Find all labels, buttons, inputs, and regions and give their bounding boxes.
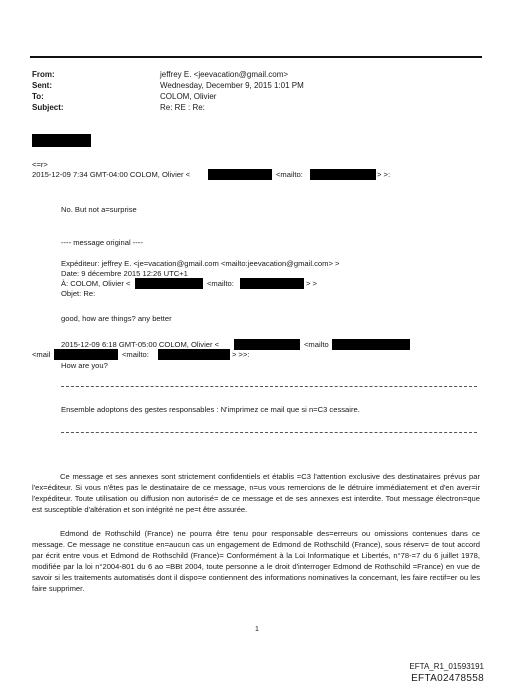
disclaimer-paragraph-2: Edmond de Rothschild (France) ne pourra être tenu pour responsable des=erreurs ou omissions contenues dans ce message. Ce message ne constitue en=aucun cas un engagement de Edmond de Rothschild (France), sous réserv= de tout accord par écrit entre vous et Edmond de Rothschild (France)= Conformément à la Loi Informatique et Libertés, n°78-=7 du 6 juillet 1978, modifiée par la loi n°2004-801 du 6 ao =BBt 2004, toute personne a le droit d'interroger Edmond de Rothschild =France) en vue de savoir si les traitements automatisés dont il dispo=e contiennent des informations nominatives la concernant, les faire rectif=er ou les faire supprimer.	[32, 529, 480, 593]
redaction-block	[158, 349, 230, 360]
objet-line: Objet: Re:	[61, 289, 96, 298]
subject-label: Subject:	[32, 103, 64, 112]
disclaimer-paragraph-1: Ce message et ses annexes sont strictement confidentiels et établis =C3 l'attention exclusive des destinataires prévus par l'ex=éditeur. Si vous n'êtes pas le destinataire de ce message, n=us vous remercions de le détruire immédiatement et d'en aver=ir l'expéditeur. Toute utilisation ou diffusion non autorisé= de ce message et de ses annexes est interdite. Tout message électron=que est susceptible d'altération et son intégrité ne pe=t être assurée.	[32, 472, 480, 514]
redaction-block	[208, 169, 272, 180]
reply-header-3a: <mail	[32, 350, 51, 359]
redaction-block	[240, 278, 304, 289]
sent-label: Sent:	[32, 81, 52, 90]
to-value: COLOM, Olivier	[160, 92, 217, 101]
reply-header-3b: <mailto:	[122, 350, 149, 359]
reply-text-1: No. But not a=surprise	[61, 205, 137, 214]
reply-header-1c: > >:	[377, 170, 391, 179]
date-line: Date: 9 décembre 2015 12:26 UTC+1	[61, 269, 188, 278]
recipient-line-c: > >	[306, 279, 317, 288]
redaction-block	[54, 349, 118, 360]
redaction-block	[135, 278, 203, 289]
original-marker: ---- message original ----	[61, 238, 143, 247]
reply-header-1b: <mailto:	[276, 170, 303, 179]
redaction-block	[32, 134, 91, 147]
redaction-block	[234, 339, 300, 350]
ensemble-line: Ensemble adoptons des gestes responsables : N'imprimez ce mail que si n=C3 cessaire.	[61, 405, 360, 414]
recipient-line-b: <mailto:	[207, 279, 234, 288]
expediteur-line: Expéditeur: jeffrey E. <je=vacation@gmail.com <mailto:jeevacation@gmail.com> >	[61, 259, 340, 268]
sent-value: Wednesday, December 9, 2015 1:01 PM	[160, 81, 304, 90]
dashed-separator	[61, 386, 477, 387]
recipient-line-a: À: COLOM, Olivier <	[61, 279, 131, 288]
redaction-block	[332, 339, 410, 350]
bates-number-large: EFTA02478558	[411, 673, 484, 684]
header-rule	[30, 56, 482, 58]
from-label: From:	[32, 70, 55, 79]
bates-number-small: EFTA_R1_01593191	[409, 662, 484, 671]
thread-marker: <=r>	[32, 160, 48, 169]
dashed-separator	[61, 432, 477, 433]
reply-header-3c: > >>:	[232, 350, 250, 359]
page-number: 1	[255, 626, 259, 633]
subject-value: Re: RE : Re:	[160, 103, 205, 112]
reply-header-2a: 2015-12-09 6:18 GMT-05:00 COLOM, Olivier <	[61, 340, 220, 349]
redaction-block	[310, 169, 376, 180]
good-line: good, how are things? any better	[61, 314, 172, 323]
to-label: To:	[32, 92, 44, 101]
reply-header-2b: <mailto	[304, 340, 329, 349]
how-line: How are you?	[61, 361, 108, 370]
reply-header-1a: 2015-12-09 7:34 GMT-04:00 COLOM, Olivier <	[32, 170, 191, 179]
from-value: jeffrey E. <jeevacation@gmail.com>	[160, 70, 289, 79]
